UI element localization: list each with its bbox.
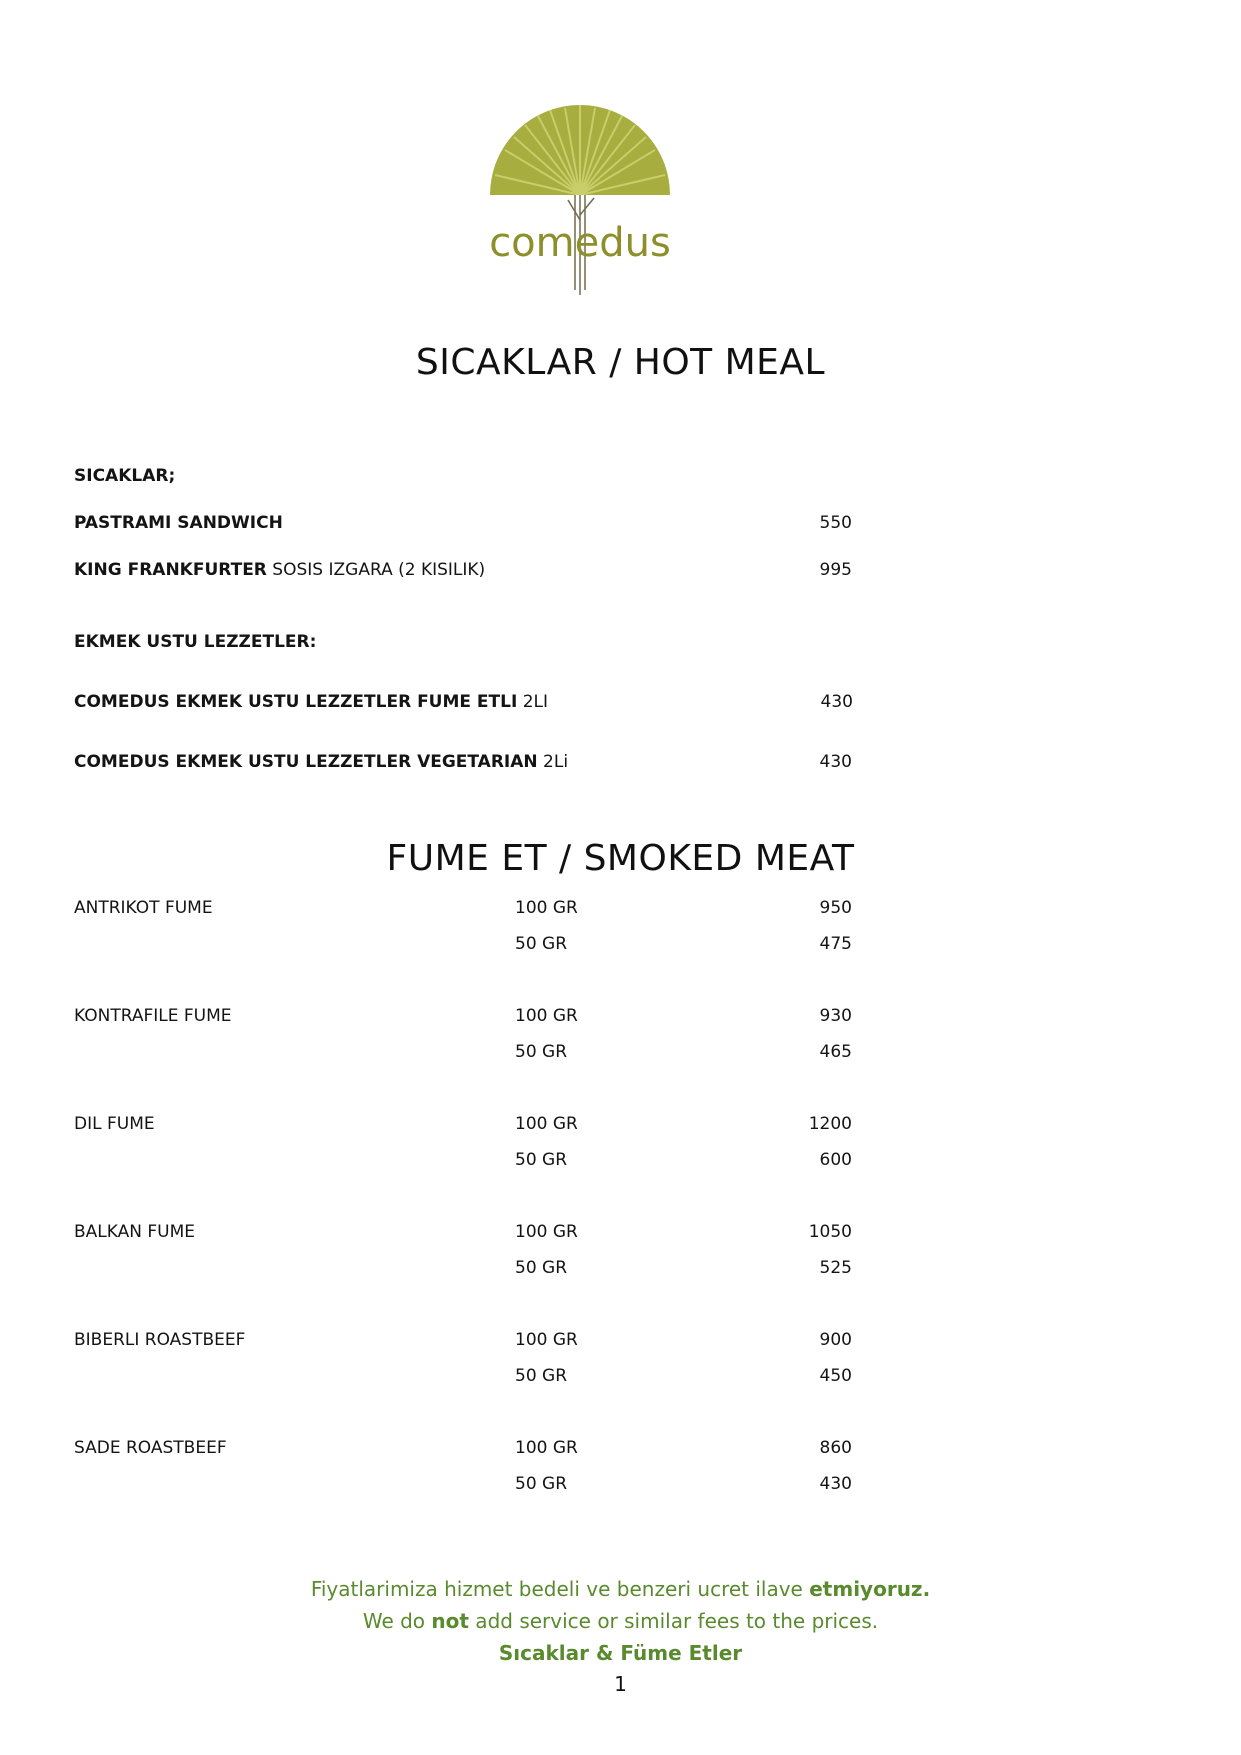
menu-item <box>74 560 485 580</box>
meat-name: KONTRAFILE FUME <box>74 1006 232 1026</box>
meat-price: 450 <box>819 1366 852 1386</box>
meat-price: 860 <box>819 1438 852 1458</box>
item-name: COMEDUS EKMEK USTU LEZZETLER VEGETARIAN <box>74 752 538 772</box>
meat-weight: 50 GR <box>515 1258 568 1278</box>
item-detail: 2Li <box>537 752 569 772</box>
footer-section-name: Sıcaklar & Füme Etler <box>498 1641 743 1665</box>
footer-emphasis: not <box>431 1609 469 1633</box>
comedus-logo <box>480 100 680 300</box>
meat-weight: 100 GR <box>515 1114 578 1134</box>
meat-price: 600 <box>819 1150 852 1170</box>
smoked-meat-title: FUME ET / SMOKED MEAT <box>386 838 855 879</box>
meat-weight: 100 GR <box>515 898 578 918</box>
meat-name: BIBERLI ROASTBEEF <box>74 1330 246 1350</box>
menu-item <box>74 513 283 533</box>
meat-weight: 100 GR <box>515 1330 578 1350</box>
ekmek-label: EKMEK USTU LEZZETLER: <box>74 632 317 652</box>
meat-name: BALKAN FUME <box>74 1222 195 1242</box>
menu-item <box>74 692 548 712</box>
footer-line-2 <box>0 1609 1241 1633</box>
meat-name: DIL FUME <box>74 1114 155 1134</box>
meat-price: 930 <box>819 1006 852 1026</box>
footer-text: We do <box>362 1609 432 1633</box>
meat-price: 900 <box>819 1330 852 1350</box>
page-number: 1 <box>614 1672 627 1696</box>
meat-price: 525 <box>819 1258 852 1278</box>
meat-name: SADE ROASTBEEF <box>74 1438 227 1458</box>
meat-weight: 50 GR <box>515 1042 568 1062</box>
meat-price: 430 <box>819 1474 852 1494</box>
meat-weight: 50 GR <box>515 1474 568 1494</box>
meat-weight: 100 GR <box>515 1438 578 1458</box>
item-price: 430 <box>820 692 853 712</box>
logo-wordmark: comedus <box>489 220 671 266</box>
item-detail: 2LI <box>517 692 549 712</box>
meat-price: 1050 <box>808 1222 852 1242</box>
item-price: 995 <box>819 560 852 580</box>
item-price: 550 <box>819 513 852 533</box>
meat-price: 465 <box>819 1042 852 1062</box>
footer-line-1 <box>0 1577 1241 1601</box>
item-name: PASTRAMI SANDWICH <box>74 513 283 533</box>
meat-name: ANTRIKOT FUME <box>74 898 213 918</box>
item-detail: SOSIS IZGARA (2 KISILIK) <box>266 560 486 580</box>
item-price: 430 <box>819 752 852 772</box>
meat-price: 475 <box>819 934 852 954</box>
meat-weight: 50 GR <box>515 1150 568 1170</box>
footer-text: Fiyatlarimiza hizmet bedeli ve benzeri ucret ilave <box>310 1577 810 1601</box>
meat-price: 950 <box>819 898 852 918</box>
menu-item <box>74 752 568 772</box>
meat-weight: 50 GR <box>515 934 568 954</box>
meat-weight: 50 GR <box>515 1366 568 1386</box>
footer-emphasis: etmiyoruz. <box>809 1577 931 1601</box>
meat-weight: 100 GR <box>515 1222 578 1242</box>
item-name: KING FRANKFURTER <box>74 560 267 580</box>
sicaklar-label: SICAKLAR; <box>74 466 176 486</box>
meat-price: 1200 <box>808 1114 852 1134</box>
meat-weight: 100 GR <box>515 1006 578 1026</box>
hot-meal-title: SICAKLAR / HOT MEAL <box>415 342 826 383</box>
item-name: COMEDUS EKMEK USTU LEZZETLER FUME ETLI <box>74 692 518 712</box>
footer-text: add service or similar fees to the prices. <box>468 1609 879 1633</box>
